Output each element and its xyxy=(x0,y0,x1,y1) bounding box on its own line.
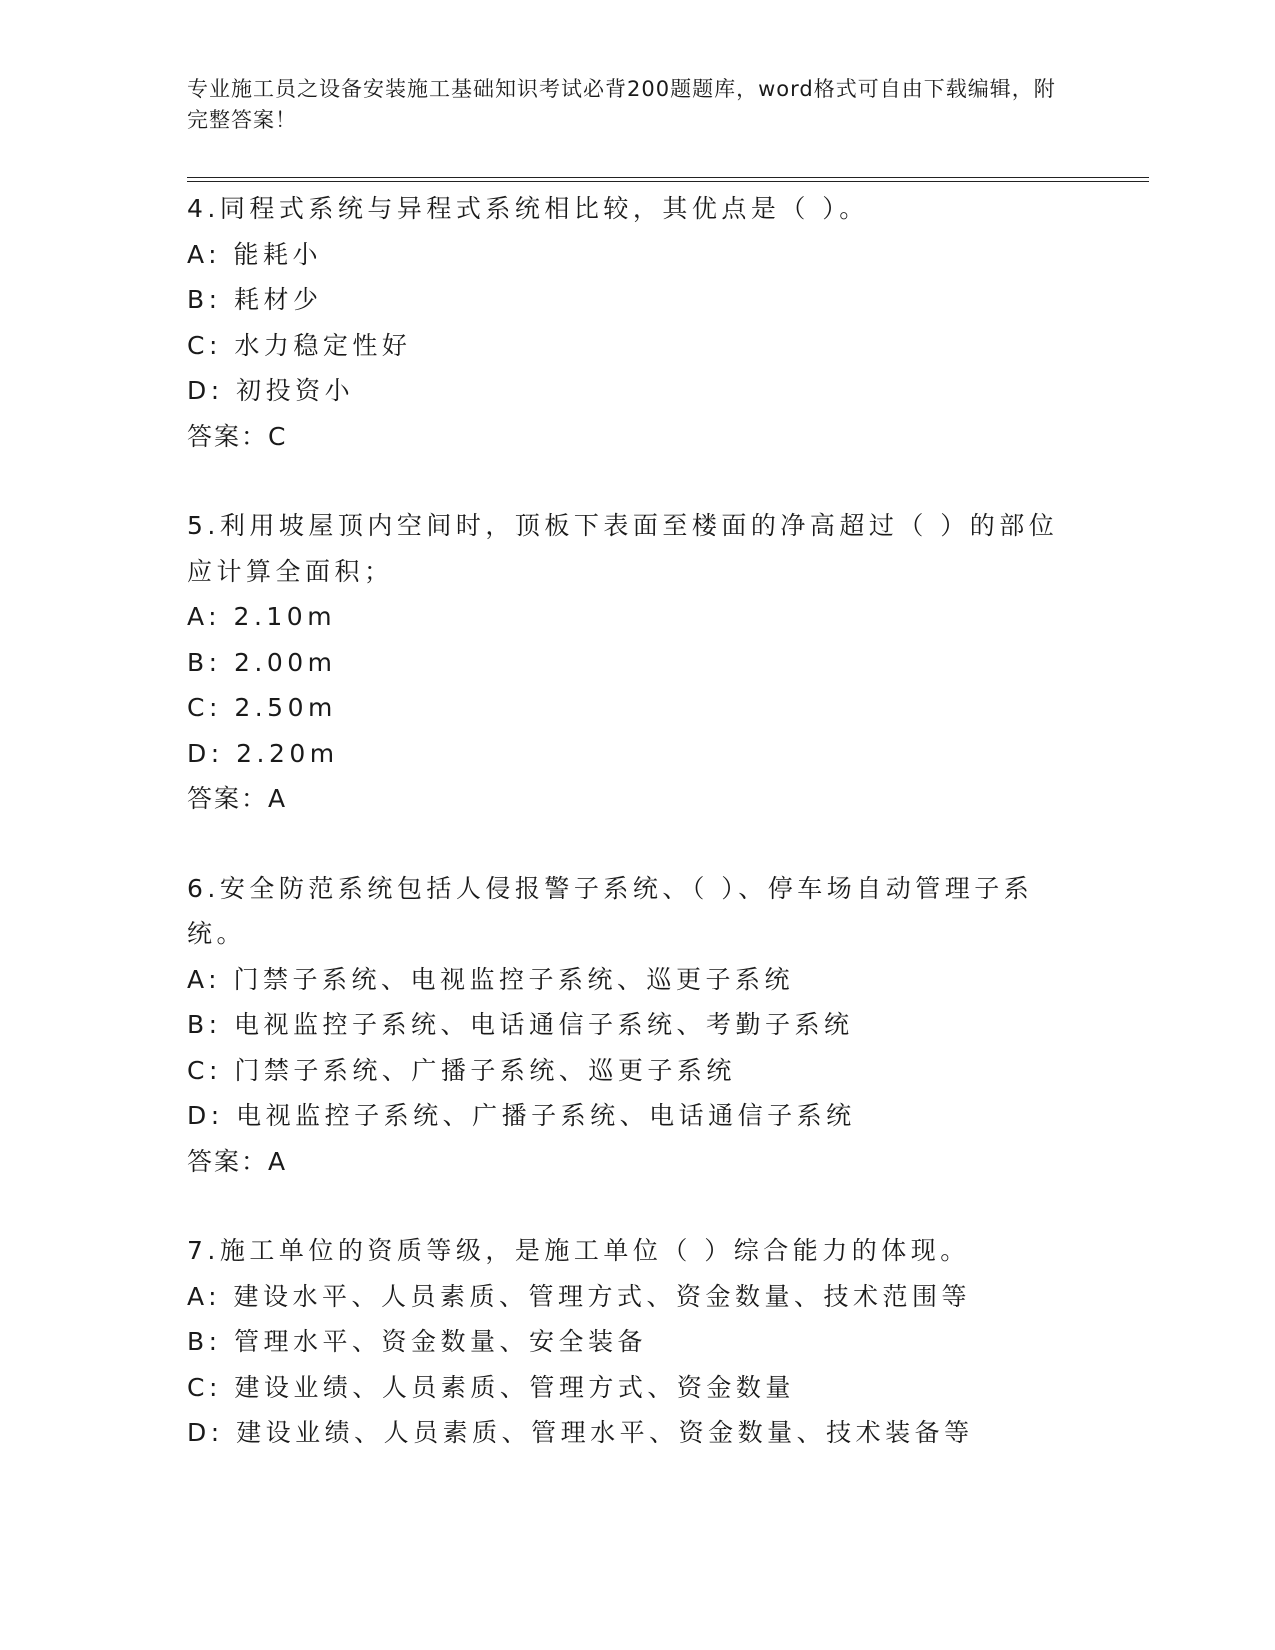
option-a: A: 门禁子系统、电视监控子系统、巡更子系统 xyxy=(187,964,795,994)
option-d: D: 2.20m xyxy=(187,738,339,768)
option-a: A: 建设水平、人员素质、管理方式、资金数量、技术范围等 xyxy=(187,1281,972,1311)
option-b: B: 电视监控子系统、电话通信子系统、考勤子系统 xyxy=(187,1010,854,1039)
option-c: C: 门禁子系统、广播子系统、巡更子系统 xyxy=(187,1055,736,1085)
question-list xyxy=(187,186,1087,1500)
answer-label: 答案：C xyxy=(187,421,288,451)
question-stem: 6.安全防范系统包括人侵报警子系统、（ ）、停车场自动管理子系统。 xyxy=(187,873,1034,948)
option-b: B: 2.00m xyxy=(187,647,337,677)
question-stem: 5.利用坡屋顶内空间时，顶板下表面至楼面的净高超过（ ）的部位应计算全面积； xyxy=(187,511,1059,586)
question-7 xyxy=(187,1228,1087,1456)
option-c: C: 建设业绩、人员素质、管理方式、资金数量 xyxy=(187,1372,795,1402)
option-c: C: 2.50m xyxy=(187,693,337,722)
option-b: B: 耗材少 xyxy=(187,285,323,314)
option-a: A: 2.10m xyxy=(187,602,337,631)
option-d: D: 建设业绩、人员素质、管理水平、资金数量、技术装备等 xyxy=(187,1418,974,1447)
question-6 xyxy=(187,866,1087,1185)
question-4 xyxy=(187,186,1087,459)
question-stem: 7.施工单位的资质等级，是施工单位（ ）综合能力的体现。 xyxy=(187,1236,970,1265)
answer-label: 答案：A xyxy=(187,1146,288,1176)
header-divider xyxy=(187,177,1149,182)
option-d: D: 初投资小 xyxy=(187,376,355,405)
option-d: D: 电视监控子系统、广播子系统、电话通信子系统 xyxy=(187,1101,856,1130)
question-5 xyxy=(187,503,1087,822)
answer-label: 答案：A xyxy=(187,784,288,813)
option-b: B: 管理水平、资金数量、安全装备 xyxy=(187,1327,648,1356)
option-a: A: 能耗小 xyxy=(187,239,323,269)
option-c: C: 水力稳定性好 xyxy=(187,330,412,360)
question-stem: 4.同程式系统与异程式系统相比较，其优点是（ ）。 xyxy=(187,194,869,223)
document-header: 专业施工员之设备安装施工基础知识考试必背200题题库，word格式可自由下载编辑，附完整答案！ xyxy=(187,77,1056,132)
